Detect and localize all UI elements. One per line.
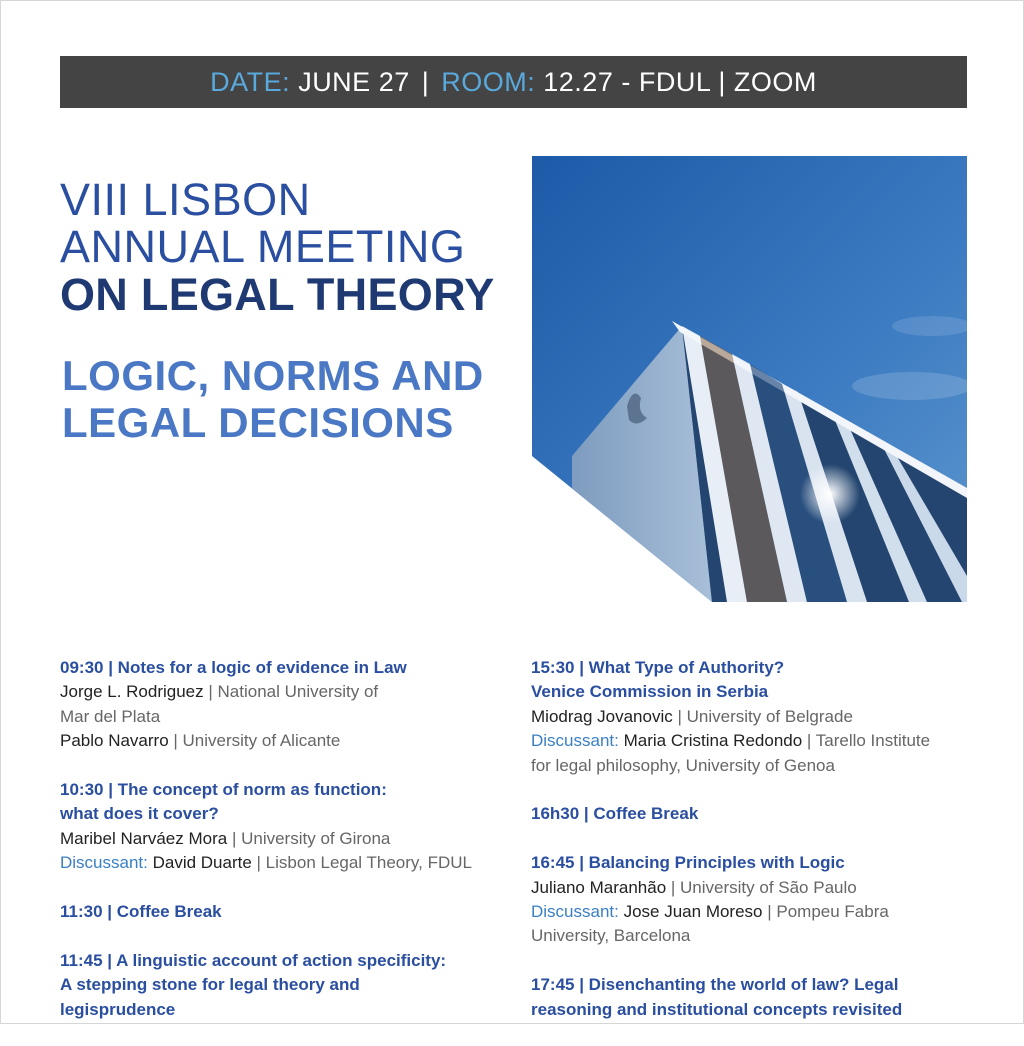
session-heading-cont: Venice Commission in Serbia [531, 682, 769, 702]
session-item [531, 802, 976, 826]
subtitle-line-2: LEGAL DECISIONS [62, 399, 454, 446]
session-item [531, 973, 976, 1022]
discussant-affiliation-cont: University, Barcelona [531, 926, 691, 946]
discussant-name: David Duarte [152, 853, 252, 873]
discussant-line [531, 729, 976, 753]
session-item [60, 656, 505, 754]
discussant-label: Discussant: [531, 902, 624, 922]
speaker-line [531, 876, 976, 900]
discussant-line [60, 851, 505, 875]
speaker-affiliation: | National University of [203, 682, 379, 702]
speaker-affiliation: | University of São Paulo [666, 877, 857, 897]
date-label: DATE: [210, 66, 291, 97]
event-title [60, 176, 520, 320]
schedule-left-column [60, 656, 505, 1046]
session-heading: 11:45 | A linguistic account of action specificity: [60, 950, 447, 970]
event-subtitle [62, 352, 522, 446]
speaker-name: Jorge L. Rodriguez [60, 682, 204, 702]
speaker-line [60, 729, 505, 753]
title-line-1: VIII LISBON [60, 174, 311, 225]
speaker-affiliation: | University of Belgrade [672, 706, 853, 726]
banner-separator: | [421, 66, 430, 97]
session-item [60, 900, 505, 924]
speaker-line [60, 827, 505, 851]
title-line-3: ON LEGAL THEORY [60, 269, 495, 320]
event-banner [60, 56, 967, 108]
session-item [60, 949, 505, 1022]
speaker-line [531, 705, 976, 729]
discussant-affiliation: | Pompeu Fabra [762, 902, 889, 922]
speaker-name: Pablo Navarro [60, 731, 169, 751]
discussant-affiliation: | Tarello Institute [802, 731, 931, 751]
session-item [60, 778, 505, 876]
discussant-name: Maria Cristina Redondo [623, 731, 803, 751]
discussant-label: Discussant: [60, 853, 153, 873]
discussant-affiliation: | Lisbon Legal Theory, FDUL [251, 853, 472, 873]
session-heading: 17:45 | Disenchanting the world of law? Legal [531, 975, 899, 995]
discussant-line [531, 900, 976, 924]
speaker-affiliation: | University of Girona [227, 828, 391, 848]
session-heading: 16h30 | Coffee Break [531, 804, 699, 824]
session-item [531, 851, 976, 949]
speaker-affiliation-cont: Mar del Plata [60, 706, 161, 726]
session-heading: 15:30 | What Type of Authority? [531, 658, 785, 677]
session-heading: 09:30 | Notes for a logic of evidence in Law [60, 658, 407, 677]
session-heading: 16:45 | Balancing Principles with Logic [531, 853, 845, 873]
speaker-name: Juliano Maranhão [531, 877, 667, 897]
session-item [531, 656, 976, 778]
room-label: ROOM: [441, 66, 536, 97]
session-heading-cont: legisprudence [60, 999, 176, 1019]
session-heading: 11:30 | Coffee Break [60, 902, 222, 922]
building-photo-icon [532, 156, 967, 602]
discussant-name: Jose Juan Moreso [623, 902, 763, 922]
session-heading-cont: A stepping stone for legal theory and [60, 975, 360, 995]
speaker-line [60, 680, 505, 704]
schedule-right-column [531, 656, 976, 1046]
speaker-name: Miodrag Jovanovic [531, 706, 673, 726]
speaker-affiliation: | University of Alicante [168, 731, 341, 751]
room-value: 12.27 - FDUL | ZOOM [543, 66, 817, 97]
session-heading-cont: reasoning and institutional concepts revisited [531, 999, 903, 1019]
session-heading: 10:30 | The concept of norm as function: [60, 780, 387, 800]
subtitle-line-1: LOGIC, NORMS AND [62, 352, 484, 399]
discussant-label: Discussant: [531, 731, 624, 751]
date-value: JUNE 27 [298, 66, 410, 97]
title-line-2: ANNUAL MEETING [60, 221, 466, 272]
speaker-name: Maribel Narváez Mora [60, 828, 228, 848]
discussant-affiliation-cont: for legal philosophy, University of Genoa [531, 755, 835, 775]
session-heading-cont: what does it cover? [60, 804, 219, 824]
